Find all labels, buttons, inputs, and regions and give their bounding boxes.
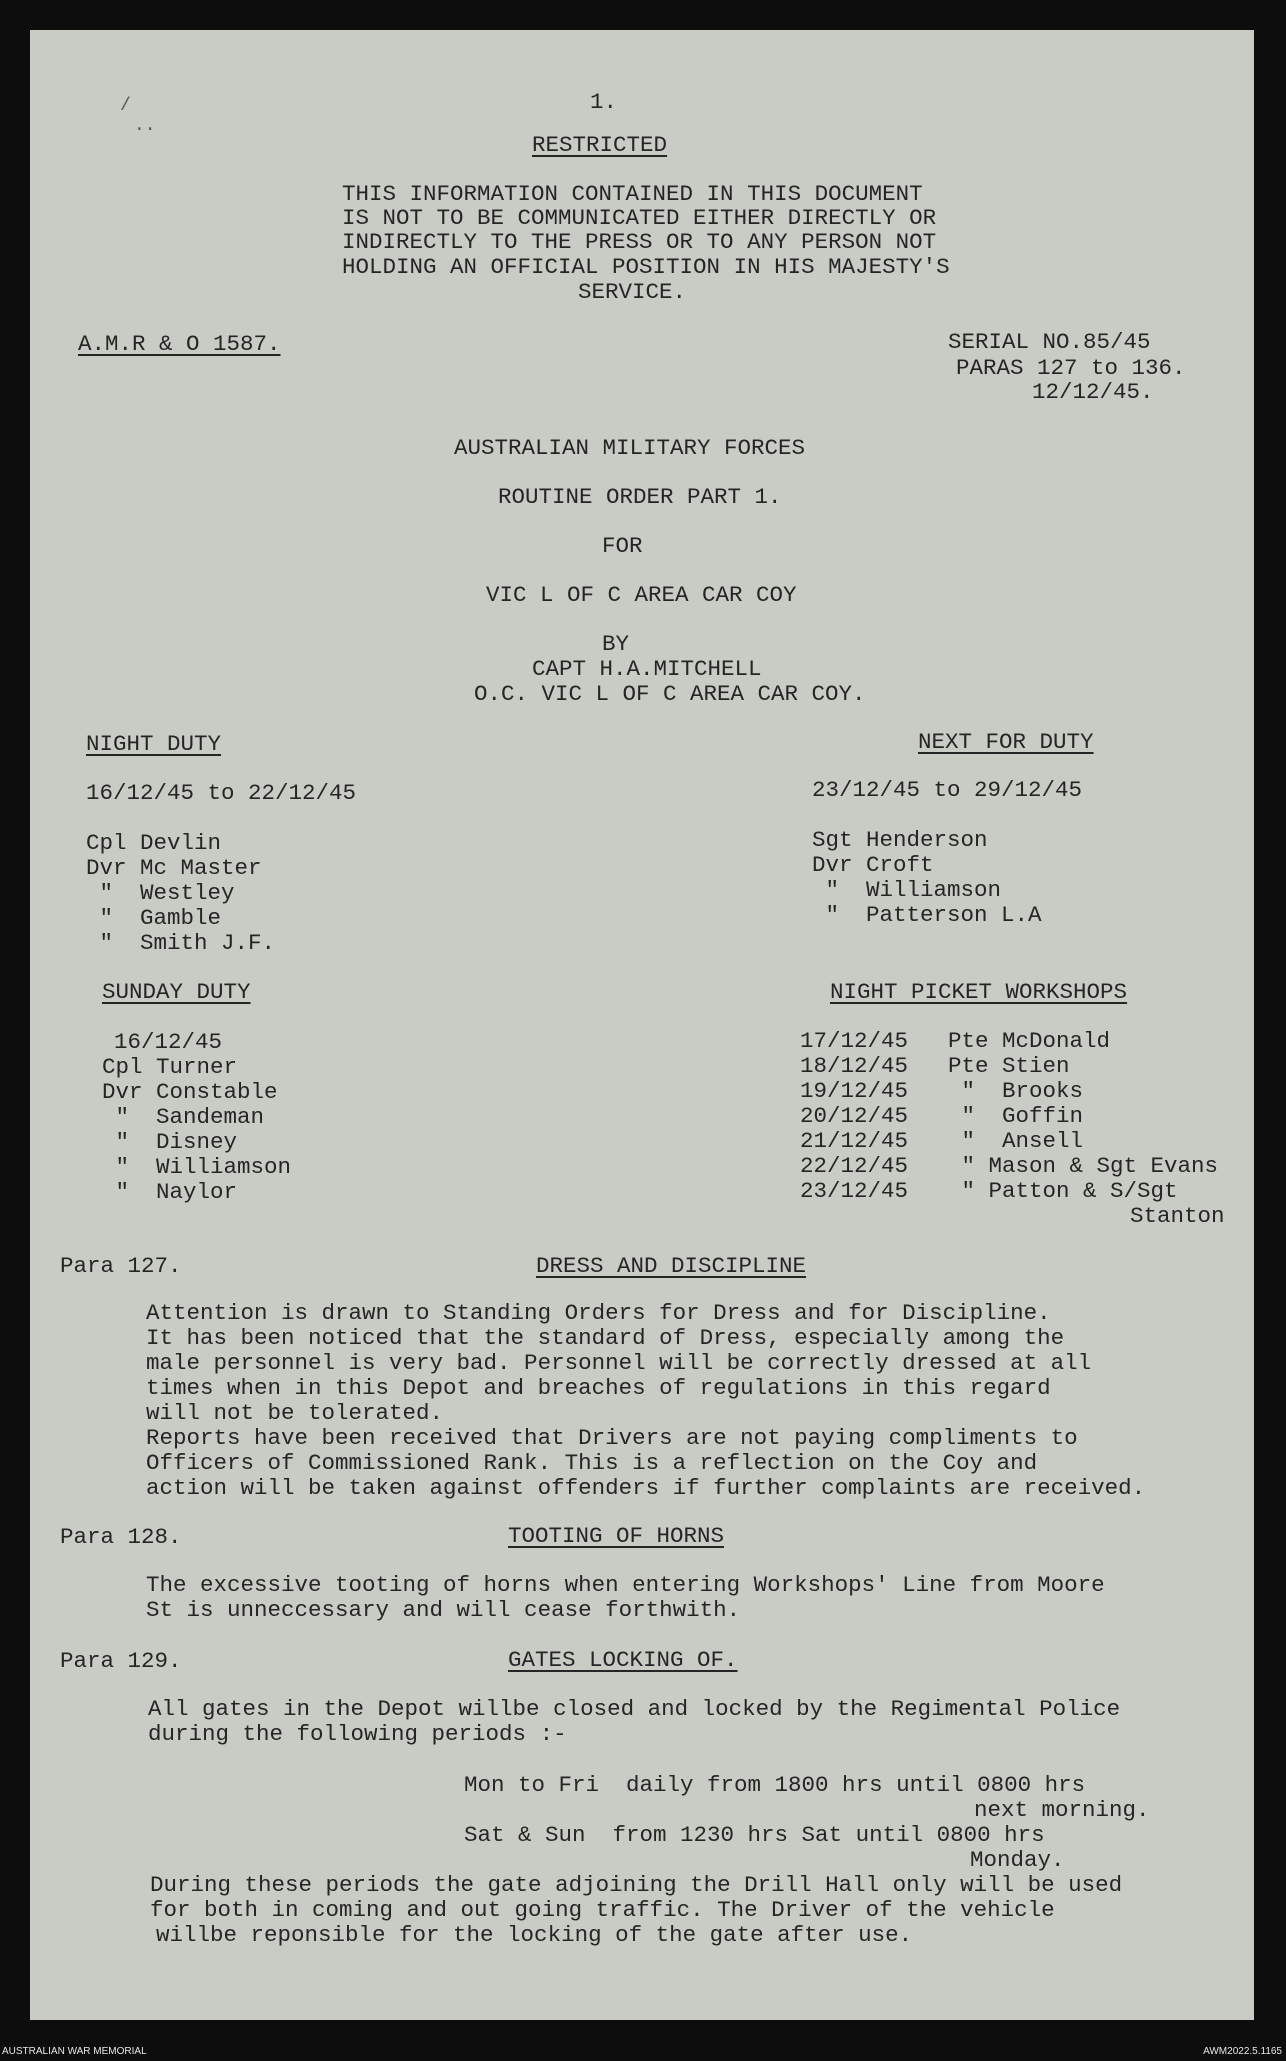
picket-name: " Mason & Sgt Evans bbox=[948, 1153, 1219, 1179]
night-duty-title: NIGHT DUTY bbox=[86, 731, 222, 757]
force-heading: AUSTRALIAN MILITARY FORCES bbox=[454, 435, 806, 461]
schedule-line: next morning. bbox=[974, 1797, 1150, 1823]
duty-name: " Williamson bbox=[812, 877, 1002, 903]
para-line: for both in coming and out going traffic. The Driver of the vehicle bbox=[150, 1897, 1055, 1923]
para-line: St is unneccessary and will cease forthwith. bbox=[146, 1597, 741, 1623]
para-line: Officers of Commissioned Rank. This is a reflection on the Coy and bbox=[146, 1450, 1038, 1476]
picket-name: Pte Stien bbox=[948, 1053, 1070, 1079]
picket-name: " Brooks bbox=[948, 1078, 1084, 1104]
para-number: Para 127. bbox=[60, 1253, 182, 1279]
para-line: times when in this Depot and breaches of regulations in this regard bbox=[146, 1375, 1051, 1401]
picket-date: 20/12/45 bbox=[800, 1103, 909, 1129]
duty-name: Cpl Turner bbox=[102, 1054, 238, 1080]
para-line: Attention is drawn to Standing Orders for Dress and for Discipline. bbox=[146, 1300, 1051, 1326]
para-title: TOOTING OF HORNS bbox=[508, 1523, 725, 1549]
schedule-line: Mon to Fri daily from 1800 hrs until 0800 hrs bbox=[464, 1772, 1086, 1798]
unit-heading: VIC L OF C AREA CAR COY bbox=[486, 582, 797, 608]
pencil-mark: / bbox=[120, 96, 131, 116]
reference-number: A.M.R & O 1587. bbox=[78, 331, 281, 357]
duty-name: " Sandeman bbox=[102, 1104, 265, 1130]
night-duty-period: 16/12/45 to 22/12/45 bbox=[86, 780, 357, 806]
picket-date: 19/12/45 bbox=[800, 1078, 909, 1104]
sunday-duty-title: SUNDAY DUTY bbox=[102, 979, 251, 1005]
para-title: DRESS AND DISCIPLINE bbox=[536, 1253, 807, 1279]
para-line: action will be taken against offenders if further complaints are received. bbox=[146, 1475, 1146, 1501]
document-page bbox=[30, 30, 1254, 2020]
picket-name: " Ansell bbox=[948, 1128, 1084, 1154]
para-line: willbe reponsible for the locking of the gate after use. bbox=[156, 1922, 913, 1948]
para-line: It has been noticed that the standard of Dress, especially among the bbox=[146, 1325, 1065, 1351]
duty-name: " Naylor bbox=[102, 1179, 238, 1205]
footer-accession: AWM2022.5.1165 bbox=[1203, 2046, 1282, 2057]
duty-name: " Gamble bbox=[86, 905, 222, 931]
picket-date: 21/12/45 bbox=[800, 1128, 909, 1154]
notice-line: HOLDING AN OFFICIAL POSITION IN HIS MAJESTY'S bbox=[342, 254, 950, 280]
schedule-line: Sat & Sun from 1230 hrs Sat until 0800 hrs bbox=[464, 1822, 1045, 1848]
para-line: will not be tolerated. bbox=[146, 1400, 444, 1426]
duty-name: Cpl Devlin bbox=[86, 830, 222, 856]
duty-name: Dvr Constable bbox=[102, 1079, 278, 1105]
para-line: The excessive tooting of horns when entering Workshops' Line from Moore bbox=[146, 1572, 1105, 1598]
para-title: GATES LOCKING OF. bbox=[508, 1647, 738, 1673]
picket-name: " Goffin bbox=[948, 1103, 1084, 1129]
sunday-duty-date: 16/12/45 bbox=[114, 1029, 223, 1055]
by-label: BY bbox=[602, 631, 630, 657]
duty-name: " Disney bbox=[102, 1129, 238, 1155]
notice-line: THIS INFORMATION CONTAINED IN THIS DOCUMENT bbox=[342, 181, 923, 207]
duty-name: Dvr Mc Master bbox=[86, 855, 262, 881]
para-number: Para 129. bbox=[60, 1648, 182, 1674]
page-number: 1. bbox=[590, 89, 618, 115]
picket-date: 22/12/45 bbox=[800, 1153, 909, 1179]
duty-name: " Williamson bbox=[102, 1154, 292, 1180]
notice-line: SERVICE. bbox=[578, 279, 687, 305]
order-date: 12/12/45. bbox=[1032, 379, 1154, 405]
para-line: during the following periods :- bbox=[148, 1721, 567, 1747]
schedule-line: Monday. bbox=[970, 1847, 1065, 1873]
footer-credit: AUSTRALIAN WAR MEMORIAL bbox=[2, 2046, 147, 2057]
notice-line: IS NOT TO BE COMMUNICATED EITHER DIRECTLY OR bbox=[342, 205, 937, 231]
night-picket-title: NIGHT PICKET WORKSHOPS bbox=[830, 979, 1128, 1005]
for-label: FOR bbox=[602, 533, 643, 559]
para-line: During these periods the gate adjoining the Drill Hall only will be used bbox=[150, 1872, 1123, 1898]
duty-name: " Westley bbox=[86, 880, 235, 906]
para-number: Para 128. bbox=[60, 1524, 182, 1550]
classification-heading: RESTRICTED bbox=[532, 132, 668, 158]
picket-name-continuation: Stanton bbox=[1130, 1203, 1225, 1229]
duty-name: " Patterson L.A bbox=[812, 902, 1042, 928]
paras-range: PARAS 127 to 136. bbox=[956, 355, 1186, 381]
picket-date: 18/12/45 bbox=[800, 1053, 909, 1079]
next-duty-period: 23/12/45 to 29/12/45 bbox=[812, 777, 1083, 803]
serial-number: SERIAL NO.85/45 bbox=[948, 329, 1151, 355]
notice-line: INDIRECTLY TO THE PRESS OR TO ANY PERSON NOT bbox=[342, 229, 937, 255]
picket-date: 23/12/45 bbox=[800, 1178, 909, 1204]
para-line: male personnel is very bad. Personnel will be correctly dressed at all bbox=[146, 1350, 1092, 1376]
next-for-duty-title: NEXT FOR DUTY bbox=[918, 729, 1094, 755]
officer-name: CAPT H.A.MITCHELL bbox=[532, 656, 762, 682]
duty-name: Sgt Henderson bbox=[812, 827, 988, 853]
picket-date: 17/12/45 bbox=[800, 1028, 909, 1054]
picket-name: Pte McDonald bbox=[948, 1028, 1111, 1054]
duty-name: Dvr Croft bbox=[812, 852, 934, 878]
officer-title: O.C. VIC L OF C AREA CAR COY. bbox=[474, 681, 866, 707]
pencil-mark: .. bbox=[134, 116, 156, 136]
duty-name: " Smith J.F. bbox=[86, 930, 276, 956]
picket-name: " Patton & S/Sgt bbox=[948, 1178, 1178, 1204]
para-line: All gates in the Depot willbe closed and locked by the Regimental Police bbox=[148, 1696, 1121, 1722]
order-heading: ROUTINE ORDER PART 1. bbox=[498, 484, 782, 510]
para-line: Reports have been received that Drivers are not paying compliments to bbox=[146, 1425, 1078, 1451]
